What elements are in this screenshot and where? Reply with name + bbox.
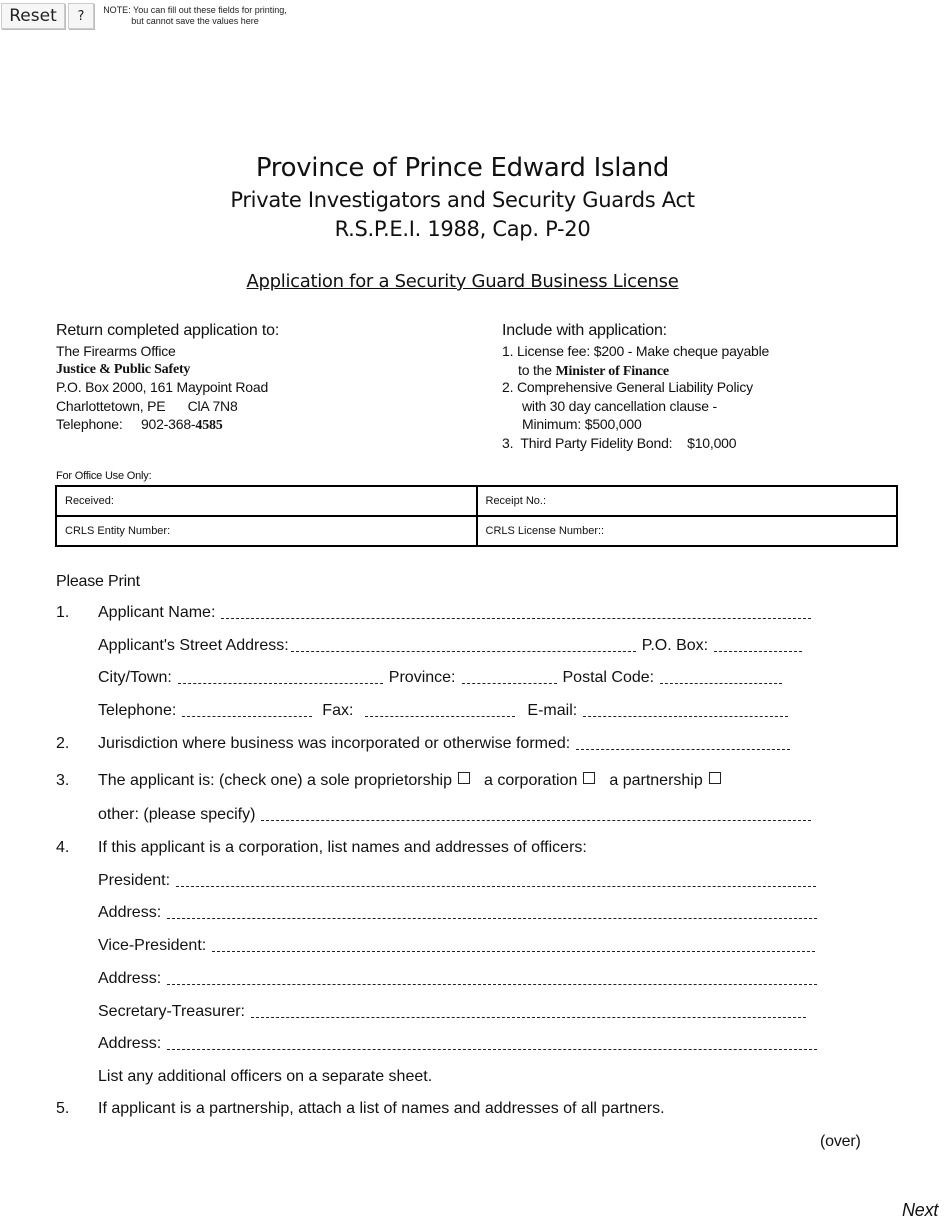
label: a corporation [483,772,578,789]
include-heading: Include with application: [502,322,667,339]
office-use-table [55,485,898,547]
return-line: The Firearms Office [56,343,176,359]
act-citation: R.S.P.E.I. 1988, Cap. P-20 [334,217,591,241]
form-title: Application for a Security Guard Business License [246,271,679,292]
label: City/Town: [98,669,172,686]
license-number-cell: CRLS License Number:: [476,517,897,545]
president-address-field[interactable] [167,904,817,919]
entity-number-cell: CRLS Entity Number: [65,525,171,537]
postal-code-field[interactable] [660,669,782,684]
fax-field[interactable] [365,702,515,717]
label: Applicant's Street Address: [98,637,289,654]
page-title: Province of Prince Edward Island [255,153,670,183]
street-address-field[interactable] [291,637,636,652]
return-line: Charlottetown, PE ClA 7N8 [56,398,238,414]
include-item: Minimum: $500,000 [522,416,642,432]
label: Vice-President: [98,937,207,954]
label: E-mail: [527,702,578,719]
return-heading: Return completed application to: [56,322,280,339]
item-number: 2. [56,735,70,752]
label: P.O. Box: [641,637,709,654]
return-line: P.O. Box 2000, 161 Maypoint Road [56,379,269,395]
jurisdiction-field[interactable] [576,735,790,750]
receipt-cell: Receipt No.: [476,487,897,515]
label: If applicant is a partnership, attach a list of names and addresses of all partners. [98,1100,665,1117]
other-field[interactable] [261,806,811,821]
help-button[interactable]: ? [68,3,94,29]
label: Applicant Name: [98,604,216,621]
vice-president-field[interactable] [212,937,815,952]
label: List any additional officers on a separate sheet. [98,1068,433,1085]
label: President: [98,872,171,889]
applicant-name-field[interactable] [221,604,811,619]
next-link[interactable]: Next [902,1200,939,1220]
corporation-checkbox[interactable] [583,772,595,784]
include-item: 1. License fee: $200 - Make cheque payable [502,343,770,359]
return-line: Justice & Public Safety [56,362,191,377]
telephone-field[interactable] [182,702,312,717]
label: Address: [98,970,162,987]
telephone-label: Telephone: 902-368- [56,416,196,432]
reset-button[interactable]: Reset [1,3,65,29]
secretary-field[interactable] [251,1003,806,1018]
sole-proprietorship-checkbox[interactable] [458,772,470,784]
office-label: For Office Use Only: [56,470,152,482]
label: Jurisdiction where business was incorporated or otherwise formed: [98,735,571,752]
include-item: with 30 day cancellation clause - [522,398,717,414]
label: Telephone: [98,702,177,719]
act-title: Private Investigators and Security Guards Act [230,188,695,212]
label: a partnership [609,772,703,789]
note-text: NOTE: You can fill out these fields for printing, but cannot save the values here [103,5,287,26]
item-number: 1. [56,604,70,621]
city-field[interactable] [178,669,383,684]
email-field[interactable] [583,702,788,717]
po-box-field[interactable] [714,637,802,652]
label: other: (please specify) [98,806,256,823]
partnership-checkbox[interactable] [709,772,721,784]
province-field[interactable] [462,669,557,684]
label: Address: [98,1035,162,1052]
include-item: 3. Third Party Fidelity Bond: $10,000 [502,435,737,451]
include-item: 2. Comprehensive General Liability Policy [502,379,753,395]
include-item: to the [518,362,556,378]
label: Province: [388,669,456,686]
over-note: (over) [820,1133,861,1150]
president-field[interactable] [176,872,816,887]
item-number: 4. [56,839,70,856]
item-number: 5. [56,1100,70,1117]
telephone-suffix: 4585 [195,418,223,433]
label: Fax: [322,702,354,719]
label: If this applicant is a corporation, list names and addresses of officers: [98,839,587,856]
label: Address: [98,904,162,921]
vice-president-address-field[interactable] [167,970,817,985]
label: Postal Code: [562,669,655,686]
secretary-address-field[interactable] [167,1035,817,1050]
item-number: 3. [56,772,70,789]
payee: Minister of Finance [555,364,669,379]
please-print: Please Print [56,573,140,590]
received-cell: Received: [65,495,114,507]
label: Secretary-Treasurer: [98,1003,245,1020]
label: The applicant is: (check one) a sole proprietorship [98,772,452,789]
